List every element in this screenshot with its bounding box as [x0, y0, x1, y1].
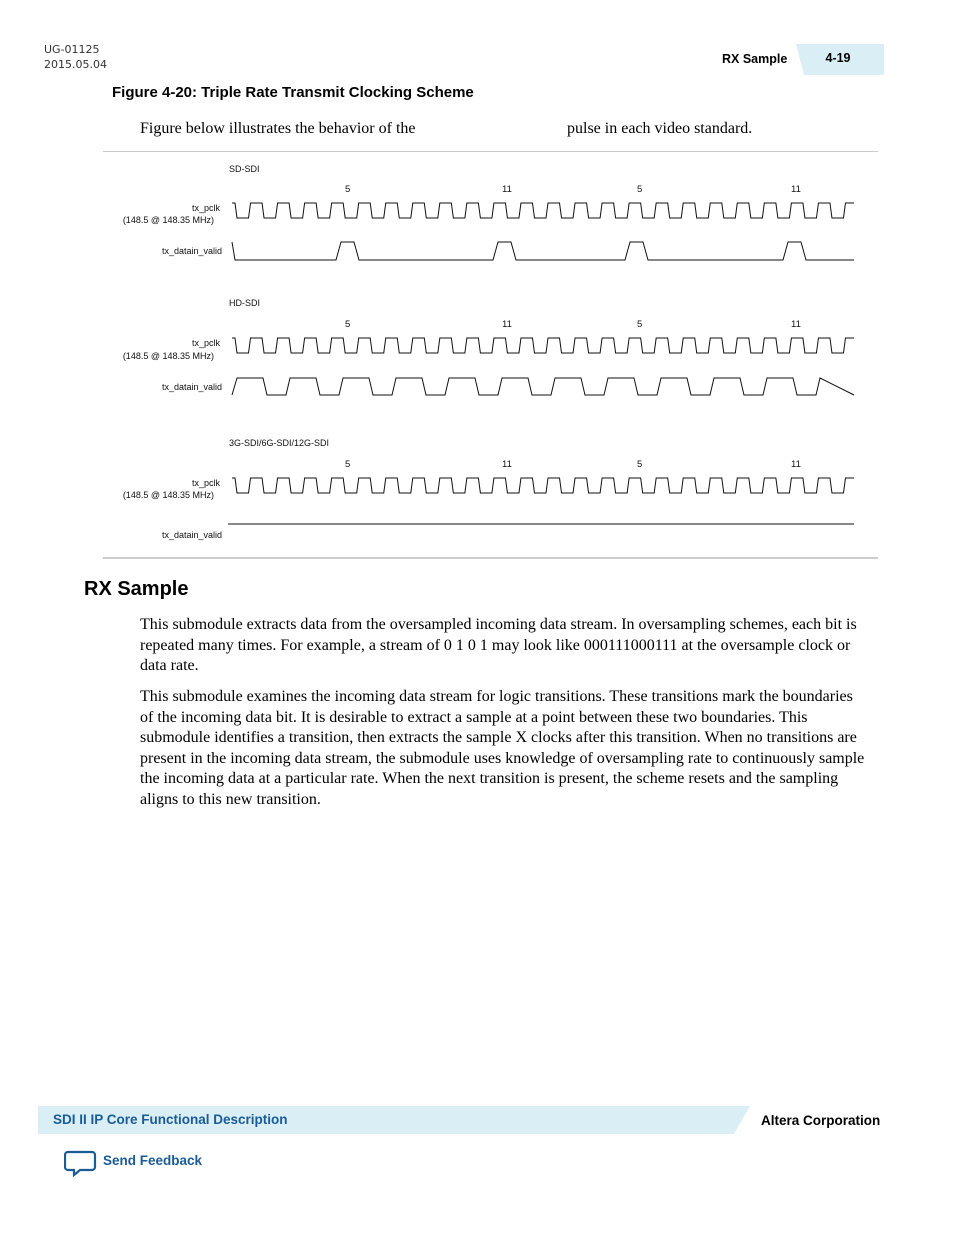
send-feedback-label[interactable]: Send Feedback — [103, 1153, 203, 1168]
clock-label: tx_pclk — [191, 478, 220, 488]
tick-label: 11 — [791, 184, 801, 195]
tick-label: 5 — [637, 459, 643, 470]
figure-intro-left: Figure below illustrates the behavior of the — [140, 120, 416, 137]
figure-intro-right: pulse in each video standard. — [567, 120, 753, 137]
doc-id: UG-01125 — [44, 43, 100, 56]
footer-bar — [38, 1106, 750, 1134]
send-feedback-link[interactable] — [64, 1148, 214, 1178]
valid-label: tx_datain_valid — [161, 382, 222, 392]
tick-label: 5 — [637, 184, 643, 195]
tick-label: 11 — [502, 319, 512, 330]
clock-sublabel: (148.5 @ 148.35 MHz) — [122, 215, 214, 225]
clock-waveform — [232, 338, 854, 353]
tick-label: 5 — [637, 319, 643, 330]
valid-label: tx_datain_valid — [161, 246, 222, 256]
valid-waveform — [232, 378, 854, 395]
tick-label: 5 — [345, 459, 351, 470]
tick-label: 11 — [502, 459, 512, 470]
clock-sublabel: (148.5 @ 148.35 MHz) — [122, 351, 214, 361]
tick-label: 5 — [345, 184, 351, 195]
speech-bubble-icon — [64, 1148, 98, 1183]
paragraph: This submodule examines the incoming data stream for logic transitions. These transitions mark the boundaries of the incoming data bit. It is desirable to extract a sample at a point between these two boundaries. This submodule identifies a transition, then extracts the sample X clocks after this transition. When no transitions are present in the incoming data stream, the submodule uses knowledge of oversampling rate to continuously sample the incoming data at a particular rate. When the next transition is present, the scheme resets and the sampling aligns to this new transition. — [140, 688, 865, 808]
panel-title-3g: 3G-SDI/6G-SDI/12G-SDI — [229, 438, 330, 448]
timing-diagram — [0, 0, 954, 560]
clock-label: tx_pclk — [191, 203, 220, 213]
doc-date: 2015.05.04 — [44, 58, 107, 71]
tick-label: 11 — [791, 319, 801, 330]
header-section-title: RX Sample — [722, 52, 788, 66]
waveform-canvas — [0, 0, 954, 560]
tick-label: 11 — [791, 459, 801, 470]
footer-section-link[interactable]: SDI II IP Core Functional Description — [53, 1112, 288, 1127]
tick-label: 5 — [345, 319, 351, 330]
clock-waveform — [232, 203, 854, 218]
valid-label: tx_datain_valid — [161, 530, 222, 540]
paragraph: This submodule extracts data from the oversampled incoming data stream. In oversampling schemes, each bit is repeated many times. For example, a stream of 0 1 0 1 may look like 000111000111 at the oversample clock or data rate. — [140, 616, 857, 674]
header-page-number: 4-19 — [825, 51, 851, 65]
panel-title-hd: HD-SDI — [229, 298, 260, 308]
figure-title: Figure 4-20: Triple Rate Transmit Clocking Scheme — [112, 84, 474, 101]
panel-title-sd: SD-SDI — [229, 164, 260, 174]
tick-label: 11 — [502, 184, 512, 195]
figure-bottom-rule — [103, 557, 878, 559]
clock-sublabel: (148.5 @ 148.35 MHz) — [122, 490, 214, 500]
clock-waveform — [232, 478, 854, 493]
footer-company: Altera Corporation — [761, 1113, 881, 1128]
section-heading: RX Sample — [84, 578, 189, 600]
clock-label: tx_pclk — [191, 338, 220, 348]
valid-waveform — [232, 242, 854, 260]
